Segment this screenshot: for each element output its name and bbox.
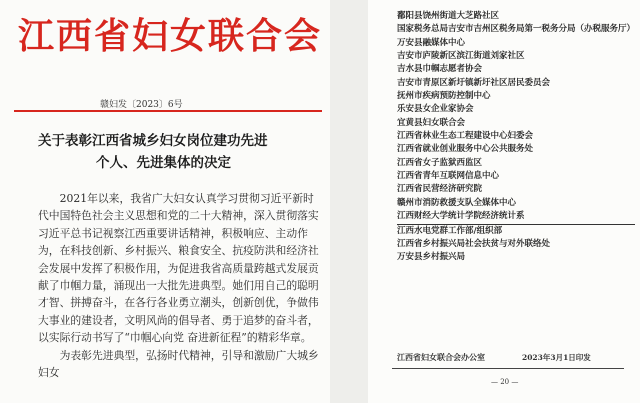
honoree-list-item: 乐安县女企业家协会 bbox=[397, 104, 474, 115]
honoree-list-item: 鄱阳县饶州街道大芝路社区 bbox=[397, 11, 500, 21]
honoree-list-item: 江西省民营经济研究院 bbox=[397, 184, 483, 195]
red-divider-line bbox=[14, 110, 322, 112]
honoree-list-item: 江西水电党群工作部/组织部 bbox=[397, 225, 503, 236]
honoree-list-item: 吉水县巾帼志愿者协会 bbox=[397, 64, 483, 75]
honoree-list-item: 宜黄县妇女联合会 bbox=[397, 117, 466, 128]
honoree-list-item: 吉安市青原区新圩镇新圩社区居民委员会 bbox=[397, 77, 551, 88]
footer-divider-line bbox=[392, 368, 624, 369]
honoree-list-item: 江西财经大学统计学院经济统计系 bbox=[397, 210, 635, 224]
honoree-list-item: 江西省女子监狱西监区 bbox=[397, 157, 483, 168]
body-paragraph-2: 为表彰先进典型，弘扬时代精神，引导和激励广大城乡妇女 bbox=[38, 348, 319, 380]
document-number: 赣妇发〔2023〕6号 bbox=[100, 100, 183, 110]
honoree-list-item: 赣州市消防救援支队全媒体中心 bbox=[397, 197, 517, 208]
body-paragraph-1: 2021年以来，我省广大妇女认真学习贯彻习近平新时代中国特色社会主义思想和党的二十大精神，深入贯彻落实习近平总书记视察江西重要讲话精神，积极响应、主动作为，在科技创新、乡村振兴、粮食安全、抗疫防洪和经济社会发展中发挥了积极作用，为促进我省高质量跨越式发展贡献了巾帼力量，涌现出一大批先进典型。她们用自己的聪明才智、拼搏奋斗，在各行各业勇立潮头，创新创优，争做伟大事业的建设者，文明风尚的倡导者、勇于追梦的奋斗者，以实际行动书写了“巾帼心向党 奋进新征程”的精彩华章。 bbox=[38, 192, 319, 345]
honoree-list-item: 江西省林业生态工程建设中心妇委会 bbox=[397, 131, 534, 142]
honoree-list-item: 抚州市疾病预防控制中心 bbox=[397, 91, 491, 102]
honoree-list-item: 江西省青年互联网信息中心 bbox=[397, 171, 500, 182]
document-title bbox=[38, 130, 318, 174]
title-line-2: 个人、先进集体的决定 bbox=[96, 155, 231, 171]
honoree-list-item: 江西省就业创业服务中心公共服务处 bbox=[397, 144, 534, 155]
page-number: — 20 — bbox=[491, 378, 519, 386]
honoree-list-item: 万安县乡村振兴局 bbox=[397, 252, 466, 263]
page-gap bbox=[330, 0, 368, 403]
title-line-1: 关于表彰江西省城乡妇女岗位建功先进 bbox=[38, 133, 268, 149]
footer-organization: 江西省妇女联合会办公室 bbox=[397, 352, 485, 362]
honoree-list bbox=[397, 10, 635, 265]
honoree-list-item: 吉安市庐陵新区滨江街道刘家社区 bbox=[397, 51, 525, 62]
footer-date: 2023年3月1日印发 bbox=[522, 353, 591, 362]
honoree-list-item: 江西省乡村振兴局社会扶贫与对外联络处 bbox=[397, 238, 551, 249]
document-body bbox=[38, 190, 320, 381]
honoree-list-item: 万安县融媒体中心 bbox=[397, 37, 466, 48]
honoree-list-item: 国家税务总局吉安市吉州区税务局第一税务分局（办税服务厅） bbox=[397, 24, 635, 35]
masthead-title: 江西省妇女联合会 bbox=[18, 15, 323, 57]
